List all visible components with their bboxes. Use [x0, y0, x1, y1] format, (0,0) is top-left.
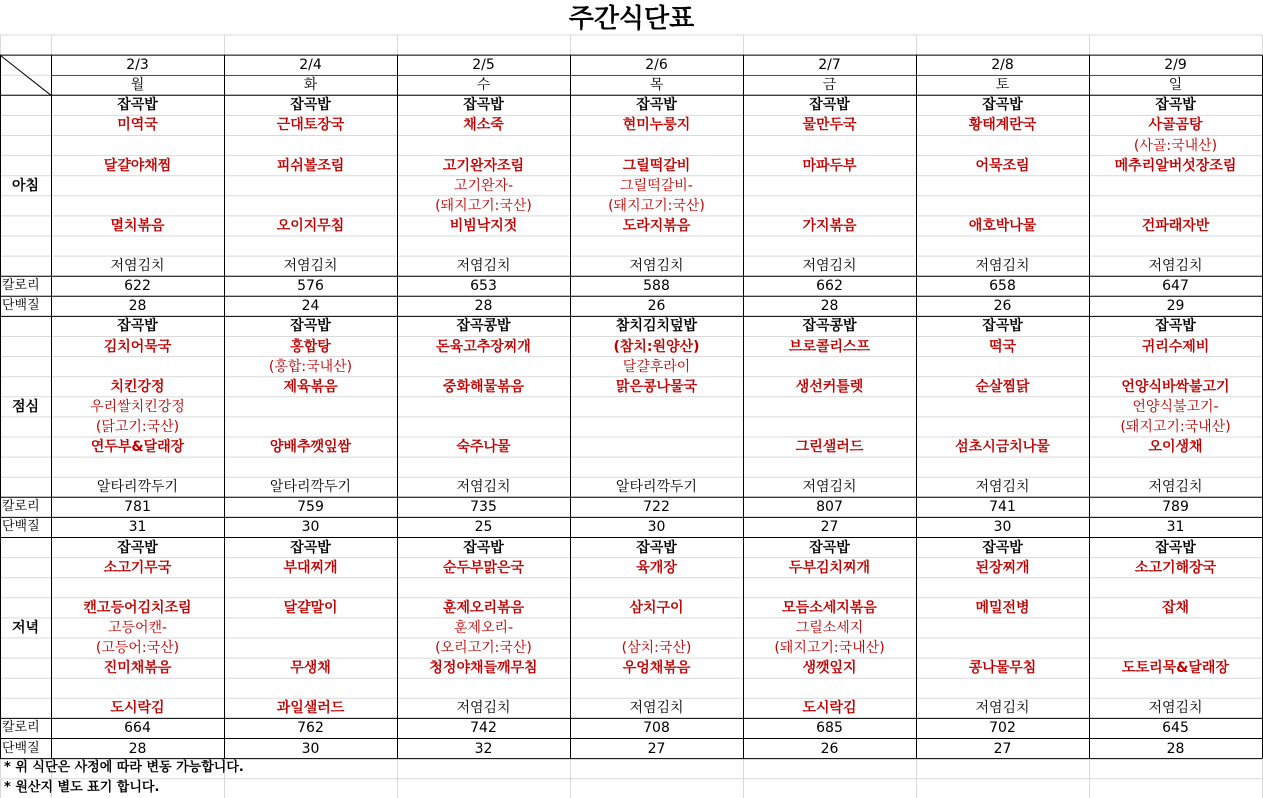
menu-item	[51, 357, 224, 377]
menu-item: 저염김치	[802, 479, 857, 496]
menu-item: 저염김치	[110, 258, 165, 275]
menu-item	[916, 236, 1089, 256]
protein-value: 28	[820, 298, 839, 315]
menu-item	[1089, 236, 1262, 256]
protein-value: 27	[993, 740, 1012, 757]
calorie-value: 741	[989, 499, 1016, 516]
menu-item: 비빔낙지젓	[449, 217, 518, 234]
menu-item: 잡곡밥	[982, 97, 1023, 114]
protein-value: 30	[993, 519, 1012, 536]
menu-item: 생깻잎지	[802, 660, 857, 677]
menu-item	[743, 678, 916, 698]
calorie-value: 658	[989, 278, 1016, 295]
menu-item	[743, 136, 916, 156]
protein-value: 26	[993, 298, 1012, 315]
menu-item: 연두부&달래장	[90, 439, 185, 455]
weekday-header: 일	[1168, 77, 1183, 94]
calorie-value: 576	[297, 278, 324, 295]
menu-item: 저염김치	[1148, 479, 1203, 496]
menu-item	[224, 638, 397, 658]
menu-item: 섬초시금치나물	[955, 439, 1050, 455]
protein-value: 30	[301, 740, 320, 757]
menu-item	[397, 397, 570, 417]
menu-item: 잡곡밥	[982, 539, 1023, 556]
menu-item: 소고기무국	[103, 559, 172, 576]
menu-item	[397, 678, 570, 698]
menu-item	[916, 417, 1089, 437]
menu-item: (삼치:국산)	[621, 640, 692, 656]
menu-item: (참치:원양산)	[613, 338, 700, 355]
calorie-value: 588	[643, 278, 670, 295]
menu-item: (고등어:국산)	[95, 640, 180, 656]
menu-item: 사골곰탕	[1148, 117, 1203, 134]
date-header: 2/6	[645, 57, 668, 74]
menu-item	[570, 417, 743, 437]
menu-item: 그릴떡갈비	[622, 157, 691, 174]
menu-item: 채소죽	[463, 117, 504, 134]
menu-item: 우리쌀치킨강정	[90, 398, 185, 415]
menu-item: 잡곡밥	[1155, 97, 1196, 114]
menu-item	[224, 618, 397, 638]
calorie-label: 칼로리	[2, 720, 40, 736]
menu-item	[397, 417, 570, 437]
menu-item: 저염김치	[456, 479, 511, 496]
protein-value: 31	[1166, 519, 1185, 536]
menu-item: 알타리깍두기	[269, 479, 352, 496]
menu-item: 진미채볶음	[103, 660, 172, 677]
menu-item: 저염김치	[283, 258, 338, 275]
menu-item	[743, 236, 916, 256]
menu-item	[224, 176, 397, 196]
protein-value: 26	[820, 740, 839, 757]
menu-item	[51, 457, 224, 477]
menu-item: 참치김치덮밥	[615, 318, 698, 335]
menu-item: 생선커틀렛	[795, 378, 864, 395]
kimchi-item: 저염김치	[975, 700, 1030, 717]
calorie-value: 702	[989, 720, 1016, 737]
menu-item	[916, 578, 1089, 598]
menu-item: 현미누룽지	[622, 117, 691, 134]
menu-item	[224, 136, 397, 156]
menu-item: 훈제오리-	[453, 619, 514, 636]
calorie-value: 647	[1162, 278, 1189, 295]
menu-item: (돼지고기:국산)	[608, 197, 705, 214]
protein-value: 28	[474, 298, 493, 315]
weekday-header: 화	[303, 77, 318, 94]
menu-item: (돼지고기:국내산)	[1120, 418, 1231, 435]
date-header: 2/7	[818, 57, 841, 74]
menu-item: 청정야채들깨무침	[429, 660, 538, 677]
menu-item	[224, 678, 397, 698]
menu-item	[51, 136, 224, 156]
menu-item: 잡곡밥	[117, 539, 158, 556]
menu-item: 브로콜리스프	[788, 338, 871, 355]
menu-item: 마파두부	[802, 157, 857, 174]
protein-value: 27	[647, 740, 666, 757]
menu-item	[916, 136, 1089, 156]
menu-item	[570, 437, 743, 457]
weekday-header: 금	[822, 77, 837, 94]
menu-item: 무생채	[290, 660, 331, 677]
menu-item: 고기완자-	[453, 177, 514, 194]
menu-item: 언양식불고기-	[1132, 398, 1219, 415]
date-header: 2/5	[472, 57, 495, 74]
protein-label: 단백질	[2, 519, 40, 535]
menu-item: 잡곡밥	[117, 318, 158, 335]
menu-item: 맑은콩나물국	[615, 378, 698, 395]
kimchi-item: 저염김치	[629, 700, 684, 717]
menu-item: 잡채	[1161, 599, 1190, 616]
menu-item	[397, 357, 570, 377]
protein-value: 24	[301, 298, 320, 315]
menu-item: (홍합:국내산)	[268, 358, 353, 375]
menu-item	[743, 176, 916, 196]
meal-label: 아침	[11, 177, 40, 194]
menu-item: 부대찌개	[283, 559, 338, 576]
date-header: 2/9	[1164, 57, 1187, 74]
menu-item	[743, 357, 916, 377]
calorie-value: 722	[643, 499, 670, 516]
menu-item	[1089, 176, 1262, 196]
menu-item: 훈제오리볶음	[442, 599, 525, 616]
menu-item	[224, 578, 397, 598]
meal-label: 점심	[11, 398, 40, 415]
kimchi-item: 저염김치	[456, 700, 511, 717]
menu-item	[570, 236, 743, 256]
weekday-header: 목	[649, 77, 664, 94]
menu-item: 과일샐러드	[276, 700, 345, 717]
menu-item: 귀리수제비	[1141, 338, 1210, 355]
menu-item: 잡곡밥	[290, 97, 331, 114]
menu-item: 떡국	[988, 338, 1017, 355]
menu-item	[51, 678, 224, 698]
calorie-value: 789	[1162, 499, 1189, 516]
menu-item	[570, 578, 743, 598]
menu-item: 그릴소세지	[795, 619, 864, 636]
menu-item	[1089, 578, 1262, 598]
menu-item: 두부김치찌개	[788, 559, 871, 576]
menu-item	[916, 196, 1089, 216]
menu-item	[743, 417, 916, 437]
menu-item: 잡곡밥	[1155, 318, 1196, 335]
menu-item: 오이생채	[1148, 439, 1203, 455]
menu-item: 순살찜닭	[975, 378, 1030, 395]
menu-item: 치킨강정	[110, 378, 165, 395]
menu-item	[916, 397, 1089, 417]
menu-item: 멸치볶음	[110, 217, 165, 234]
menu-item: 도시락김	[802, 700, 857, 717]
page-title: 주간식단표	[568, 4, 695, 34]
menu-item	[51, 176, 224, 196]
menu-item: 잡곡밥	[636, 539, 677, 556]
menu-item: 우엉채볶음	[622, 660, 691, 677]
menu-item	[224, 417, 397, 437]
menu-item	[743, 196, 916, 216]
menu-item	[916, 357, 1089, 377]
menu-item: 저염김치	[975, 479, 1030, 496]
menu-item: (사골:국내산)	[1133, 137, 1218, 154]
protein-value: 28	[1166, 740, 1185, 757]
menu-item: 순두부맑은국	[442, 559, 525, 576]
date-header: 2/8	[991, 57, 1014, 74]
menu-item	[224, 457, 397, 477]
protein-value: 26	[647, 298, 666, 315]
calorie-value: 622	[124, 278, 151, 295]
menu-item: 잡곡밥	[636, 97, 677, 114]
calorie-label: 칼로리	[2, 499, 40, 515]
menu-item	[397, 136, 570, 156]
kimchi-item: 저염김치	[1148, 700, 1203, 717]
menu-item	[743, 397, 916, 417]
note-origin: * 원산지 별도 표기 합니다.	[4, 780, 160, 795]
calorie-value: 735	[470, 499, 497, 516]
menu-item	[916, 638, 1089, 658]
note-change: * 위 식단은 사정에 따라 변동 가능합니다.	[4, 760, 244, 775]
date-header: 2/4	[299, 57, 322, 74]
menu-item: 잡곡밥	[809, 539, 850, 556]
menu-item	[570, 618, 743, 638]
menu-item: 김치어묵국	[103, 338, 172, 355]
calorie-value: 685	[816, 720, 843, 737]
menu-item: 삼치구이	[629, 599, 684, 616]
menu-item: (오리고기:국산)	[435, 640, 532, 656]
menu-item: 도토리묵&달래장	[1122, 660, 1229, 677]
menu-item: (돼지고기:국산)	[435, 197, 532, 214]
menu-item: 홍합탕	[290, 338, 331, 355]
menu-item	[224, 397, 397, 417]
menu-item: 알타리깍두기	[615, 479, 698, 496]
protein-value: 31	[128, 519, 147, 536]
calorie-value: 662	[816, 278, 843, 295]
menu-item	[1089, 457, 1262, 477]
menu-item: 고등어캔-	[107, 619, 168, 636]
menu-item: 잡곡밥	[463, 97, 504, 114]
menu-item: 잡곡밥	[809, 97, 850, 114]
menu-item	[570, 397, 743, 417]
menu-item: 오이지무침	[276, 217, 345, 234]
menu-item: 모듬소세지볶음	[782, 599, 877, 616]
menu-item	[570, 136, 743, 156]
menu-item	[570, 678, 743, 698]
menu-item	[570, 457, 743, 477]
protein-value: 28	[128, 298, 147, 315]
menu-item	[743, 578, 916, 598]
menu-item: 그린샐러드	[795, 439, 864, 455]
calorie-value: 781	[124, 499, 151, 516]
menu-item: 숙주나물	[456, 439, 511, 455]
protein-value: 25	[474, 519, 493, 536]
protein-value: 28	[128, 740, 147, 757]
menu-item: 달걀후라이	[622, 358, 691, 375]
menu-item	[224, 236, 397, 256]
menu-item: (돼지고기:국내산)	[774, 640, 885, 656]
calorie-value: 807	[816, 499, 843, 516]
menu-item: 미역국	[117, 117, 158, 134]
menu-item: 제육볶음	[283, 378, 338, 395]
calorie-value: 664	[124, 720, 151, 737]
menu-item	[1089, 196, 1262, 216]
calorie-value: 653	[470, 278, 497, 295]
calorie-value: 708	[643, 720, 670, 737]
menu-item: 저염김치	[456, 258, 511, 275]
meal-label: 저녁	[11, 619, 40, 636]
protein-value: 32	[474, 740, 493, 757]
calorie-value: 762	[297, 720, 324, 737]
menu-item: 콩나물무침	[968, 660, 1037, 677]
menu-item: 건파래자반	[1141, 217, 1210, 234]
menu-item: 저염김치	[975, 258, 1030, 275]
menu-item: 그릴떡갈비-	[620, 177, 693, 194]
protein-label: 단백질	[2, 298, 40, 314]
menu-item: 소고기해장국	[1134, 559, 1217, 576]
menu-item: 돈육고추장찌개	[436, 338, 531, 355]
menu-item: 잡곡밥	[290, 539, 331, 556]
menu-item: 캔고등어김치조림	[83, 599, 192, 616]
menu-item	[397, 236, 570, 256]
menu-item: 중화해물볶음	[442, 378, 525, 395]
menu-item	[1089, 618, 1262, 638]
menu-item: 저염김치	[1148, 258, 1203, 275]
menu-item: 메추리알버섯장조림	[1114, 157, 1237, 174]
protein-value: 29	[1166, 298, 1185, 315]
menu-item: 잡곡콩밥	[456, 318, 511, 335]
weekday-header: 월	[130, 77, 145, 94]
weekday-header: 토	[995, 77, 1010, 94]
menu-item: 잡곡밥	[463, 539, 504, 556]
calorie-value: 759	[297, 499, 324, 516]
menu-item: 잡곡밥	[982, 318, 1023, 335]
menu-item: 가지볶음	[802, 217, 857, 234]
menu-item: 된장찌개	[975, 559, 1030, 576]
menu-item: 메밀전병	[975, 599, 1030, 616]
menu-item	[1089, 638, 1262, 658]
calorie-label: 칼로리	[2, 278, 40, 294]
menu-item: 도라지볶음	[622, 217, 691, 234]
menu-item	[51, 236, 224, 256]
menu-item	[916, 678, 1089, 698]
menu-item: 근대토장국	[276, 117, 345, 134]
menu-item	[1089, 678, 1262, 698]
menu-item	[397, 578, 570, 598]
menu-item: 잡곡밥	[290, 318, 331, 335]
menu-item	[397, 457, 570, 477]
weekday-header: 수	[476, 77, 491, 94]
menu-item: 잡곡밥	[117, 97, 158, 114]
menu-item	[916, 176, 1089, 196]
menu-item: 잡곡콩밥	[802, 318, 857, 335]
protein-label: 단백질	[2, 740, 40, 756]
protein-value: 30	[647, 519, 666, 536]
calorie-value: 742	[470, 720, 497, 737]
protein-value: 27	[820, 519, 839, 536]
menu-item	[916, 618, 1089, 638]
menu-item: 애호박나물	[968, 217, 1037, 234]
menu-item: (닭고기:국산)	[95, 418, 180, 435]
menu-item: 피쉬볼조림	[276, 157, 345, 174]
date-header: 2/3	[126, 57, 149, 74]
menu-item	[51, 196, 224, 216]
menu-item	[224, 196, 397, 216]
menu-item: 알타리깍두기	[96, 479, 179, 496]
menu-item: 도시락김	[110, 700, 165, 717]
menu-item: 잡곡밥	[1155, 539, 1196, 556]
menu-item	[1089, 357, 1262, 377]
menu-item: 양배추깻잎쌈	[269, 439, 352, 455]
menu-item: 언양식바싹불고기	[1121, 378, 1230, 395]
menu-item	[916, 457, 1089, 477]
menu-item: 육개장	[636, 559, 677, 576]
menu-item: 고기완자조림	[442, 157, 525, 174]
menu-item: 황태계란국	[968, 117, 1037, 134]
menu-item: 달걀말이	[283, 599, 338, 616]
menu-item	[51, 578, 224, 598]
protein-value: 30	[301, 519, 320, 536]
calorie-value: 645	[1162, 720, 1189, 737]
menu-item: 저염김치	[802, 258, 857, 275]
menu-item: 저염김치	[629, 258, 684, 275]
menu-item: 달걀야채찜	[103, 157, 172, 174]
menu-item	[743, 457, 916, 477]
menu-item: 어묵조림	[975, 157, 1030, 174]
menu-item: 물만두국	[802, 117, 857, 134]
